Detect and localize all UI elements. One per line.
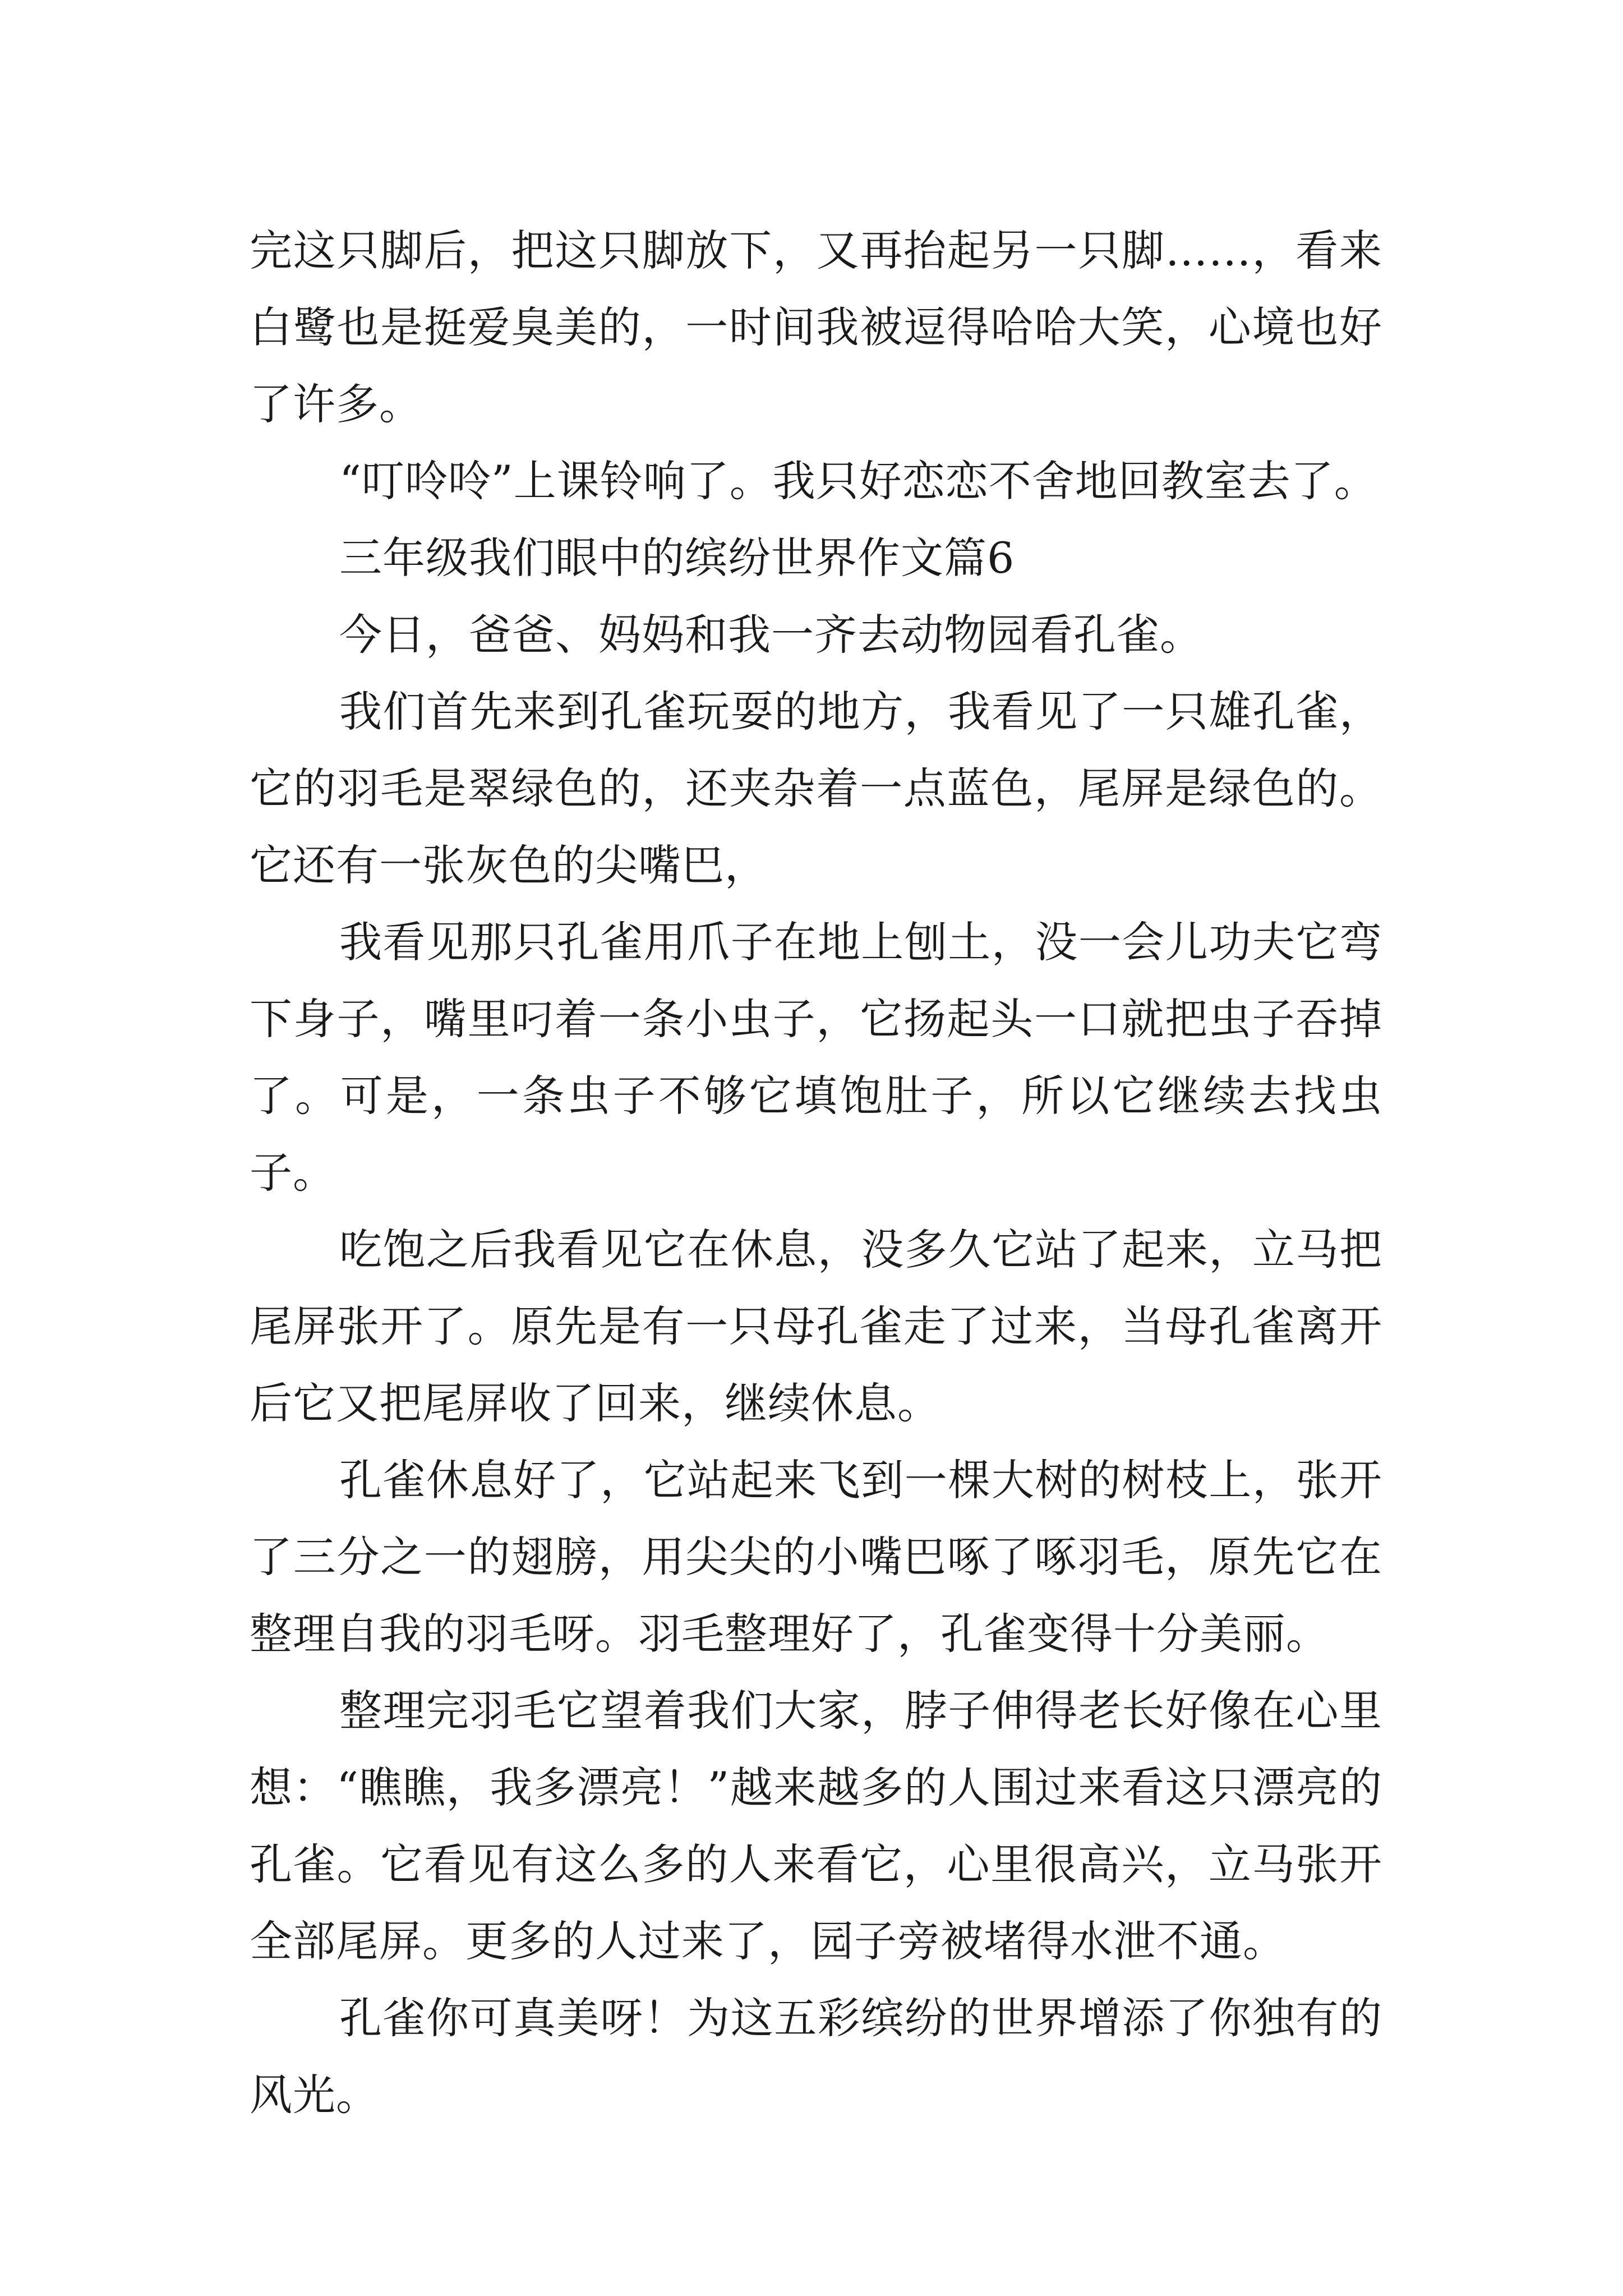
document-body bbox=[250, 212, 1382, 2133]
paragraph-8: 整理完羽毛它望着我们大家，脖子伸得老长好像在心里想：“瞧瞧，我多漂亮！”越来越多的人围过来看这只漂亮的孔雀。它看见有这么多的人来看它，心里很高兴，立马张开全部尾屏。更多的人过来了，园子旁被堵得水泄不通。 bbox=[250, 1686, 1382, 1966]
paragraph-6: 吃饱之后我看见它在休息，没多久它站了起来，立马把尾屏张开了。原先是有一只母孔雀走了过来，当母孔雀离开后它又把尾屏收了回来，继续休息。 bbox=[250, 1225, 1382, 1428]
paragraph-5: 我看见那只孔雀用爪子在地上刨土，没一会儿功夫它弯下身子，嘴里叼着一条小虫子，它扬起头一口就把虫子吞掉了。可是，一条虫子不够它填饱肚子，所以它继续去找虫子。 bbox=[250, 917, 1382, 1198]
paragraph-3: 今日，爸爸、妈妈和我一齐去动物园看孔雀。 bbox=[339, 610, 1203, 660]
paragraph-1: 完这只脚后，把这只脚放下，又再抬起另一只脚……，看来白鹭也是挺爱臭美的，一时间我被逗得哈哈大笑，心境也好了许多。 bbox=[250, 226, 1382, 429]
paragraph-4: 我们首先来到孔雀玩耍的地方，我看见了一只雄孔雀，它的羽毛是翠绿色的，还夹杂着一点蓝色，尾屏是绿色的。它还有一张灰色的尖嘴巴， bbox=[250, 687, 1382, 890]
paragraph-2: “叮呤呤”上课铃响了。我只好恋恋不舍地回教室去了。 bbox=[339, 456, 1377, 506]
paragraph-7: 孔雀休息好了，它站起来飞到一棵大树的树枝上，张开了三分之一的翅膀，用尖尖的小嘴巴啄了啄羽毛，原先它在整理自我的羽毛呀。羽毛整理好了，孔雀变得十分美丽。 bbox=[250, 1455, 1382, 1659]
paragraph-9: 孔雀你可真美呀！为这五彩缤纷的世界增添了你独有的风光。 bbox=[250, 1993, 1382, 2120]
section-heading: 三年级我们眼中的缤纷世界作文篇6 bbox=[339, 533, 1015, 583]
